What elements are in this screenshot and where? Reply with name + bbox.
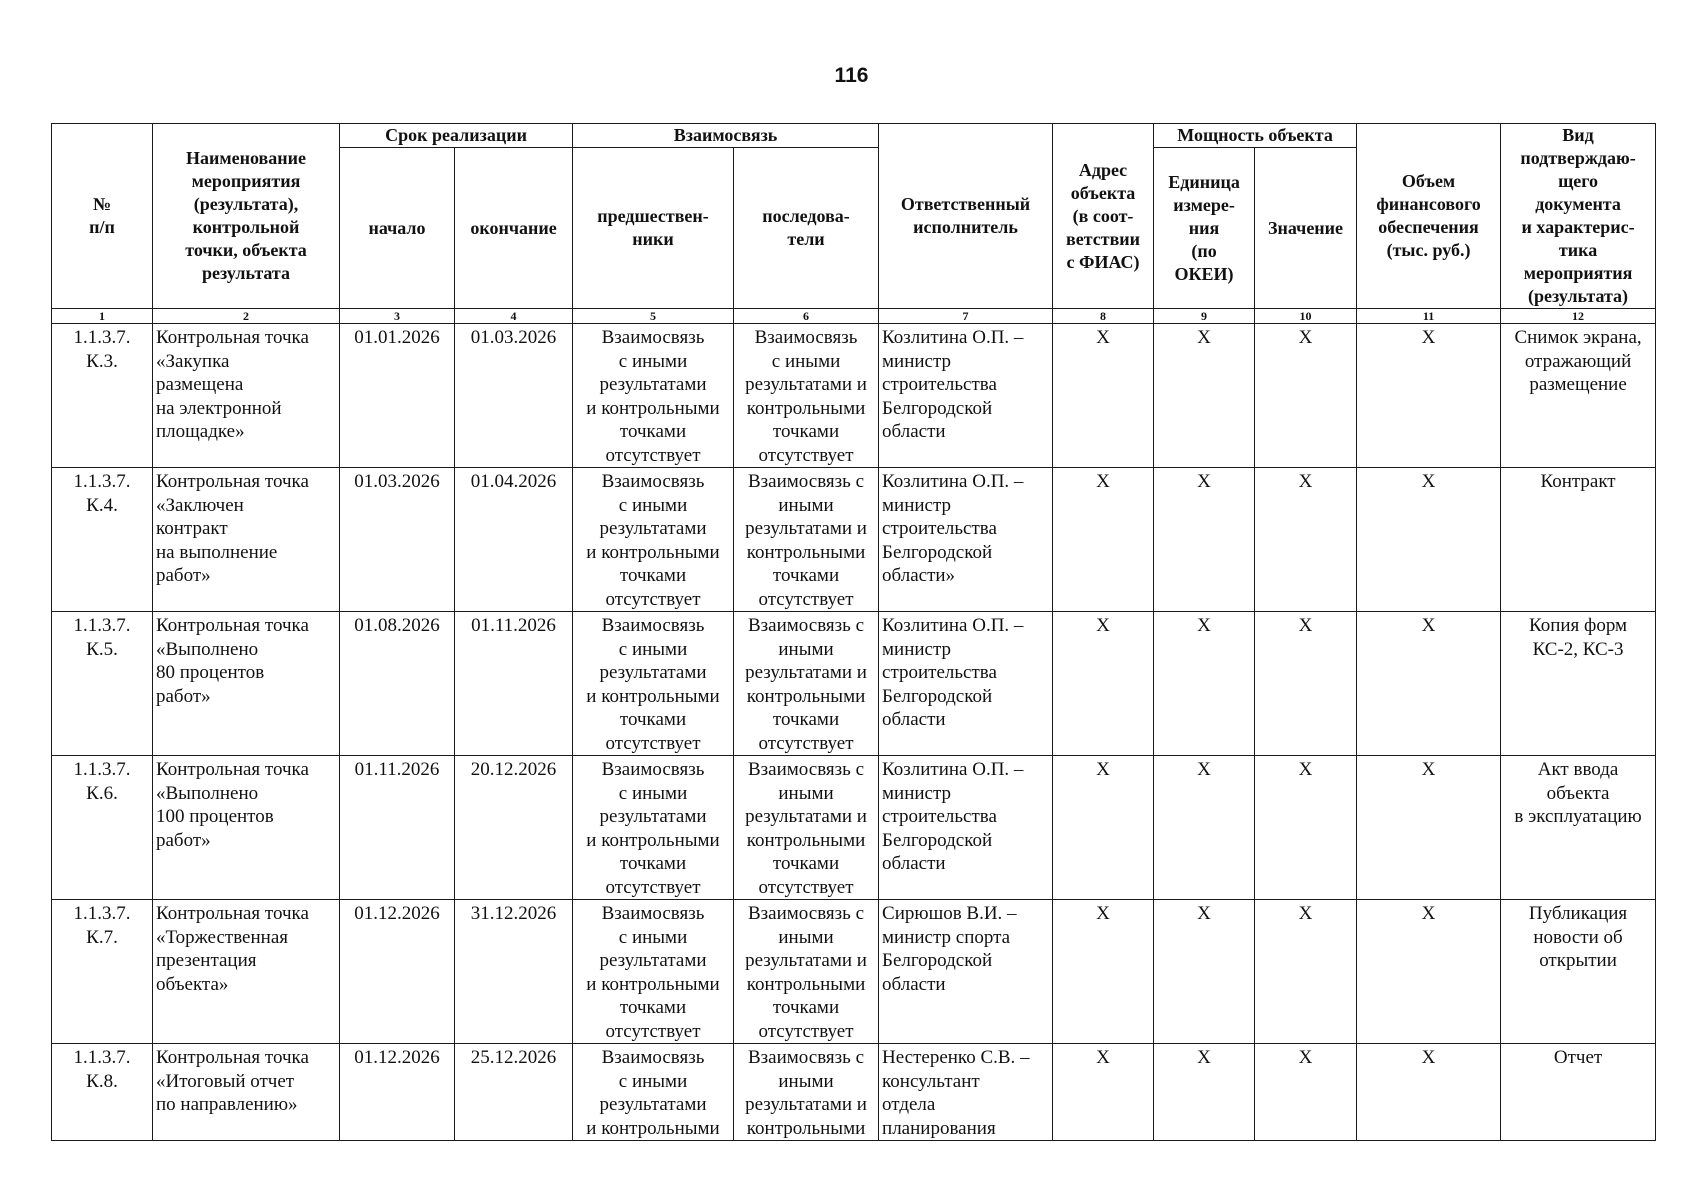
table-row [52,900,1656,1044]
row-id-cell: 1.1.3.7. К.6. [52,756,153,900]
finance-cell: X [1357,468,1501,612]
row-id-cell: 1.1.3.7. К.7. [52,900,153,1044]
document-type-cell: Снимок экрана, отражающий размещение [1501,324,1656,468]
value-cell: X [1255,468,1357,612]
address-cell: X [1053,468,1154,612]
finance-cell: X [1357,900,1501,1044]
row-id-cell: 1.1.3.7. К.3. [52,324,153,468]
event-name-cell: Контрольная точка «Заключен контракт на выполнение работ» [153,468,340,612]
address-cell: X [1053,324,1154,468]
column-index-cell: 1 [52,309,153,324]
start-date-cell: 01.03.2026 [340,468,455,612]
address-cell: X [1053,756,1154,900]
column-index-cell: 11 [1357,309,1501,324]
header-address: Адрес объекта (в соот- ветствии с ФИАС) [1053,124,1154,309]
table-row [52,324,1656,468]
row-id-cell: 1.1.3.7. К.4. [52,468,153,612]
unit-cell: X [1154,324,1255,468]
unit-cell: X [1154,468,1255,612]
predecessors-cell: Взаимосвязь с иными результатами и контрольными точками отсутствует [573,612,734,756]
header-unit: Единица измере- ния (по ОКЕИ) [1154,148,1255,309]
end-date-cell: 31.12.2026 [455,900,573,1044]
event-name-cell: Контрольная точка «Выполнено 80 процентов работ» [153,612,340,756]
successors-cell: Взаимосвязь с иными результатами и контрольными точками отсутствует [734,468,879,612]
event-name-cell: Контрольная точка «Итоговый отчет по направлению» [153,1044,340,1141]
responsible-cell: Козлитина О.П. – министр строительства Белгородской области [879,756,1053,900]
finance-cell: X [1357,756,1501,900]
finance-cell: X [1357,612,1501,756]
column-index-cell: 8 [1053,309,1154,324]
column-index-cell: 2 [153,309,340,324]
column-index-cell: 10 [1255,309,1357,324]
column-index-cell: 7 [879,309,1053,324]
document-type-cell: Контракт [1501,468,1656,612]
events-table-container [51,123,1656,1141]
header-successors: последова- тели [734,148,879,309]
table-row [52,756,1656,900]
document-type-cell: Отчет [1501,1044,1656,1141]
successors-cell: Взаимосвязь с иными результатами и контрольными [734,1044,879,1141]
successors-cell: Взаимосвязь с иными результатами и контрольными точками отсутствует [734,324,879,468]
successors-cell: Взаимосвязь с иными результатами и контрольными точками отсутствует [734,612,879,756]
document-type-cell: Копия форм КС-2, КС-3 [1501,612,1656,756]
finance-cell: X [1357,324,1501,468]
header-term-group: Срок реализации [340,124,573,148]
responsible-cell: Козлитина О.П. – министр строительства Белгородской области [879,324,1053,468]
header-row-top [52,124,1656,148]
table-row [52,612,1656,756]
header-link-group: Взаимосвязь [573,124,879,148]
event-name-cell: Контрольная точка «Закупка размещена на электронной площадке» [153,324,340,468]
value-cell: X [1255,900,1357,1044]
row-id-cell: 1.1.3.7. К.8. [52,1044,153,1141]
predecessors-cell: Взаимосвязь с иными результатами и контрольными точками отсутствует [573,324,734,468]
column-index-cell: 4 [455,309,573,324]
events-table [51,123,1656,1141]
header-finance: Объем финансового обеспечения (тыс. руб.) [1357,124,1501,309]
header-predecessors: предшествен- ники [573,148,734,309]
header-responsible: Ответственный исполнитель [879,124,1053,309]
header-event-name: Наименование мероприятия (результата), контрольной точки, объекта результата [153,124,340,309]
address-cell: X [1053,612,1154,756]
table-row [52,1044,1656,1141]
unit-cell: X [1154,612,1255,756]
start-date-cell: 01.12.2026 [340,1044,455,1141]
predecessors-cell: Взаимосвязь с иными результатами и контрольными точками отсутствует [573,900,734,1044]
address-cell: X [1053,900,1154,1044]
end-date-cell: 20.12.2026 [455,756,573,900]
page-number: 116 [834,64,869,87]
responsible-cell: Козлитина О.П. – министр строительства Белгородской области [879,612,1053,756]
start-date-cell: 01.12.2026 [340,900,455,1044]
value-cell: X [1255,1044,1357,1141]
address-cell: X [1053,1044,1154,1141]
responsible-cell: Сирюшов В.И. – министр спорта Белгородской области [879,900,1053,1044]
header-document-type: Вид подтверждаю- щего документа и характерис- тика мероприятия (результата) [1501,124,1656,309]
successors-cell: Взаимосвязь с иными результатами и контрольными точками отсутствует [734,756,879,900]
header-number: № п/п [52,124,153,309]
responsible-cell: Козлитина О.П. – министр строительства Белгородской области» [879,468,1053,612]
column-index-cell: 5 [573,309,734,324]
value-cell: X [1255,324,1357,468]
end-date-cell: 01.11.2026 [455,612,573,756]
value-cell: X [1255,612,1357,756]
table-body [52,324,1656,1141]
unit-cell: X [1154,756,1255,900]
header-end: окончание [455,148,573,309]
end-date-cell: 01.03.2026 [455,324,573,468]
row-id-cell: 1.1.3.7. К.5. [52,612,153,756]
header-start: начало [340,148,455,309]
responsible-cell: Нестеренко С.В. – консультант отдела планирования [879,1044,1053,1141]
successors-cell: Взаимосвязь с иными результатами и контрольными точками отсутствует [734,900,879,1044]
document-type-cell: Публикация новости об открытии [1501,900,1656,1044]
document-type-cell: Акт ввода объекта в эксплуатацию [1501,756,1656,900]
column-index-row [52,309,1656,324]
column-index-cell: 9 [1154,309,1255,324]
column-index-cell: 12 [1501,309,1656,324]
table-header [52,124,1656,324]
table-row [52,468,1656,612]
event-name-cell: Контрольная точка «Выполнено 100 процентов работ» [153,756,340,900]
start-date-cell: 01.11.2026 [340,756,455,900]
column-index-cell: 6 [734,309,879,324]
predecessors-cell: Взаимосвязь с иными результатами и контрольными [573,1044,734,1141]
start-date-cell: 01.01.2026 [340,324,455,468]
event-name-cell: Контрольная точка «Торжественная презентация объекта» [153,900,340,1044]
column-index-cell: 3 [340,309,455,324]
finance-cell: X [1357,1044,1501,1141]
value-cell: X [1255,756,1357,900]
end-date-cell: 25.12.2026 [455,1044,573,1141]
unit-cell: X [1154,900,1255,1044]
unit-cell: X [1154,1044,1255,1141]
predecessors-cell: Взаимосвязь с иными результатами и контрольными точками отсутствует [573,468,734,612]
header-value: Значение [1255,148,1357,309]
end-date-cell: 01.04.2026 [455,468,573,612]
predecessors-cell: Взаимосвязь с иными результатами и контрольными точками отсутствует [573,756,734,900]
start-date-cell: 01.08.2026 [340,612,455,756]
header-capacity-group: Мощность объекта [1154,124,1357,148]
